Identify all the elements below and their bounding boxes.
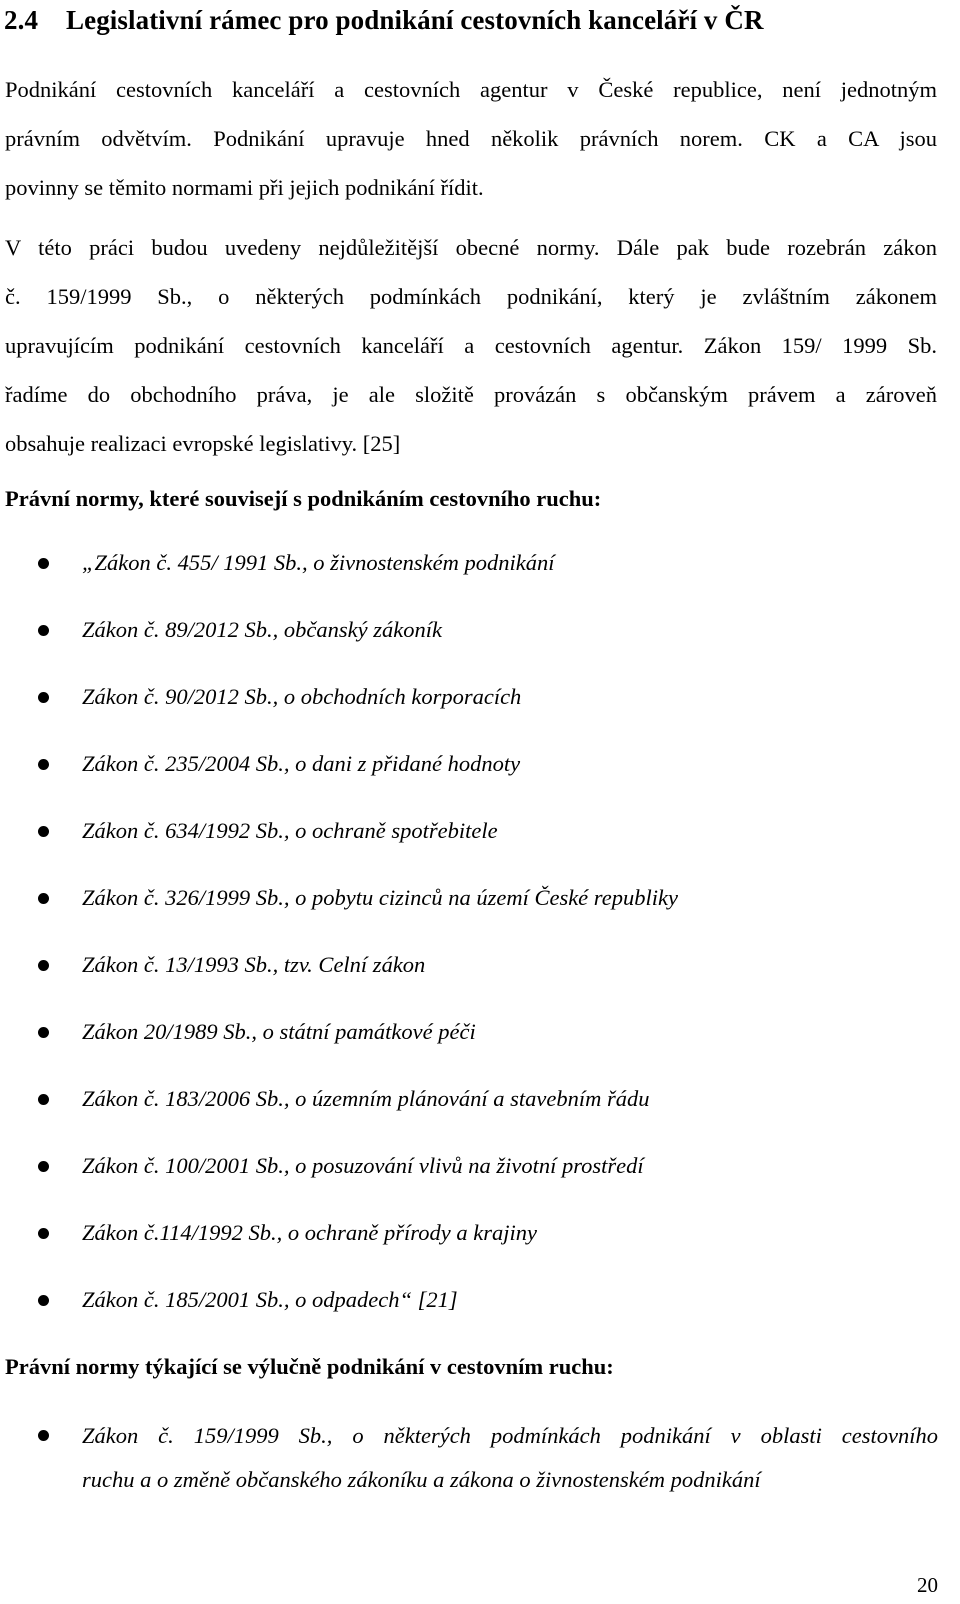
- law-text: Zákon č. 185/2001 Sb., o odpadech“ [21]: [82, 1287, 458, 1312]
- bullet-icon: [38, 692, 49, 703]
- bullet-icon: [38, 625, 49, 636]
- bullet-icon: [38, 826, 49, 837]
- paragraph-intro: [5, 65, 937, 212]
- bullet-icon: [38, 1295, 49, 1306]
- law-text: „Zákon č. 455/ 1991 Sb., o živnostenském podnikání: [82, 550, 555, 575]
- bullet-icon: [38, 1228, 49, 1239]
- subheading-tourism-laws: Právní normy týkající se výlučně podnikání v cestovním ruchu:: [5, 1354, 614, 1379]
- paragraph-line: řadíme do obchodního práva, je ale složitě provázán s občanským právem a zároveň: [5, 382, 937, 407]
- bullet-icon: [38, 893, 49, 904]
- list-item: [0, 1148, 960, 1188]
- list-item: [0, 880, 960, 920]
- list-item: [0, 746, 960, 786]
- law-text: Zákon č. 100/2001 Sb., o posuzování vlivů na životní prostředí: [82, 1153, 644, 1178]
- page-number: 20: [917, 1573, 938, 1597]
- paragraph-laws-overview: [5, 223, 937, 468]
- bullet-icon: [38, 558, 49, 569]
- bullet-icon: [38, 1430, 49, 1441]
- list-item: [0, 813, 960, 853]
- section-heading: [4, 2, 764, 38]
- list-item: [0, 679, 960, 719]
- bullet-icon: [38, 1027, 49, 1038]
- subheading-related-laws: Právní normy, které souvisejí s podnikáním cestovního ruchu:: [5, 486, 602, 511]
- bullet-icon: [38, 960, 49, 971]
- bullet-icon: [38, 759, 49, 770]
- law-text: Zákon č. 235/2004 Sb., o dani z přidané hodnoty: [82, 751, 521, 776]
- list-item: [0, 1014, 960, 1054]
- paragraph-line: obsahuje realizaci evropské legislativy. [25]: [5, 431, 401, 456]
- list-item: [0, 1215, 960, 1255]
- paragraph-line: upravujícím podnikání cestovních kanceláří a cestovních agentur. Zákon 159/ 1999 Sb.: [5, 333, 937, 358]
- section-number: 2.4: [4, 5, 39, 35]
- paragraph-line: č. 159/1999 Sb., o některých podmínkách podnikání, který je zvláštním zákonem: [5, 284, 937, 309]
- law-line: Zákon č. 159/1999 Sb., o některých podmínkách podnikání v oblasti cestovního: [82, 1423, 938, 1448]
- list-item: [0, 612, 960, 652]
- list-item: [0, 1081, 960, 1121]
- list-item: [0, 947, 960, 987]
- bullet-icon: [38, 1161, 49, 1172]
- law-text: Zákon č. 90/2012 Sb., o obchodních korporacích: [82, 684, 522, 709]
- law-text: Zákon č.114/1992 Sb., o ochraně přírody a krajiny: [82, 1220, 537, 1245]
- law-text: Zákon č. 89/2012 Sb., občanský zákoník: [82, 617, 442, 642]
- law-text: Zákon 20/1989 Sb., o státní památkové péči: [82, 1019, 476, 1044]
- paragraph-line: právním odvětvím. Podnikání upravuje hned několik právních norem. CK a CA jsou: [5, 126, 937, 151]
- law-text: Zákon č. 634/1992 Sb., o ochraně spotřebitele: [82, 818, 498, 843]
- law-text: Zákon č. 326/1999 Sb., o pobytu cizinců na území České republiky: [82, 885, 678, 910]
- list-item: [0, 1282, 960, 1322]
- law-line: ruchu a o změně občanského zákoníku a zákona o živnostenském podnikání: [82, 1467, 761, 1492]
- paragraph-line: povinny se těmito normami při jejich podnikání řídit.: [5, 175, 484, 200]
- law-text: [82, 1414, 938, 1502]
- section-title: Legislativní rámec pro podnikání cestovních kanceláří v ČR: [66, 5, 764, 35]
- list-item: [0, 545, 960, 585]
- paragraph-line: Podnikání cestovních kanceláří a cestovních agentur v České republice, není jednotným: [5, 77, 937, 102]
- law-text: Zákon č. 183/2006 Sb., o územním plánování a stavebním řádu: [82, 1086, 650, 1111]
- law-text: Zákon č. 13/1993 Sb., tzv. Celní zákon: [82, 952, 426, 977]
- paragraph-line: V této práci budou uvedeny nejdůležitější obecné normy. Dále pak bude rozebrán zákon: [5, 235, 937, 260]
- bullet-icon: [38, 1094, 49, 1105]
